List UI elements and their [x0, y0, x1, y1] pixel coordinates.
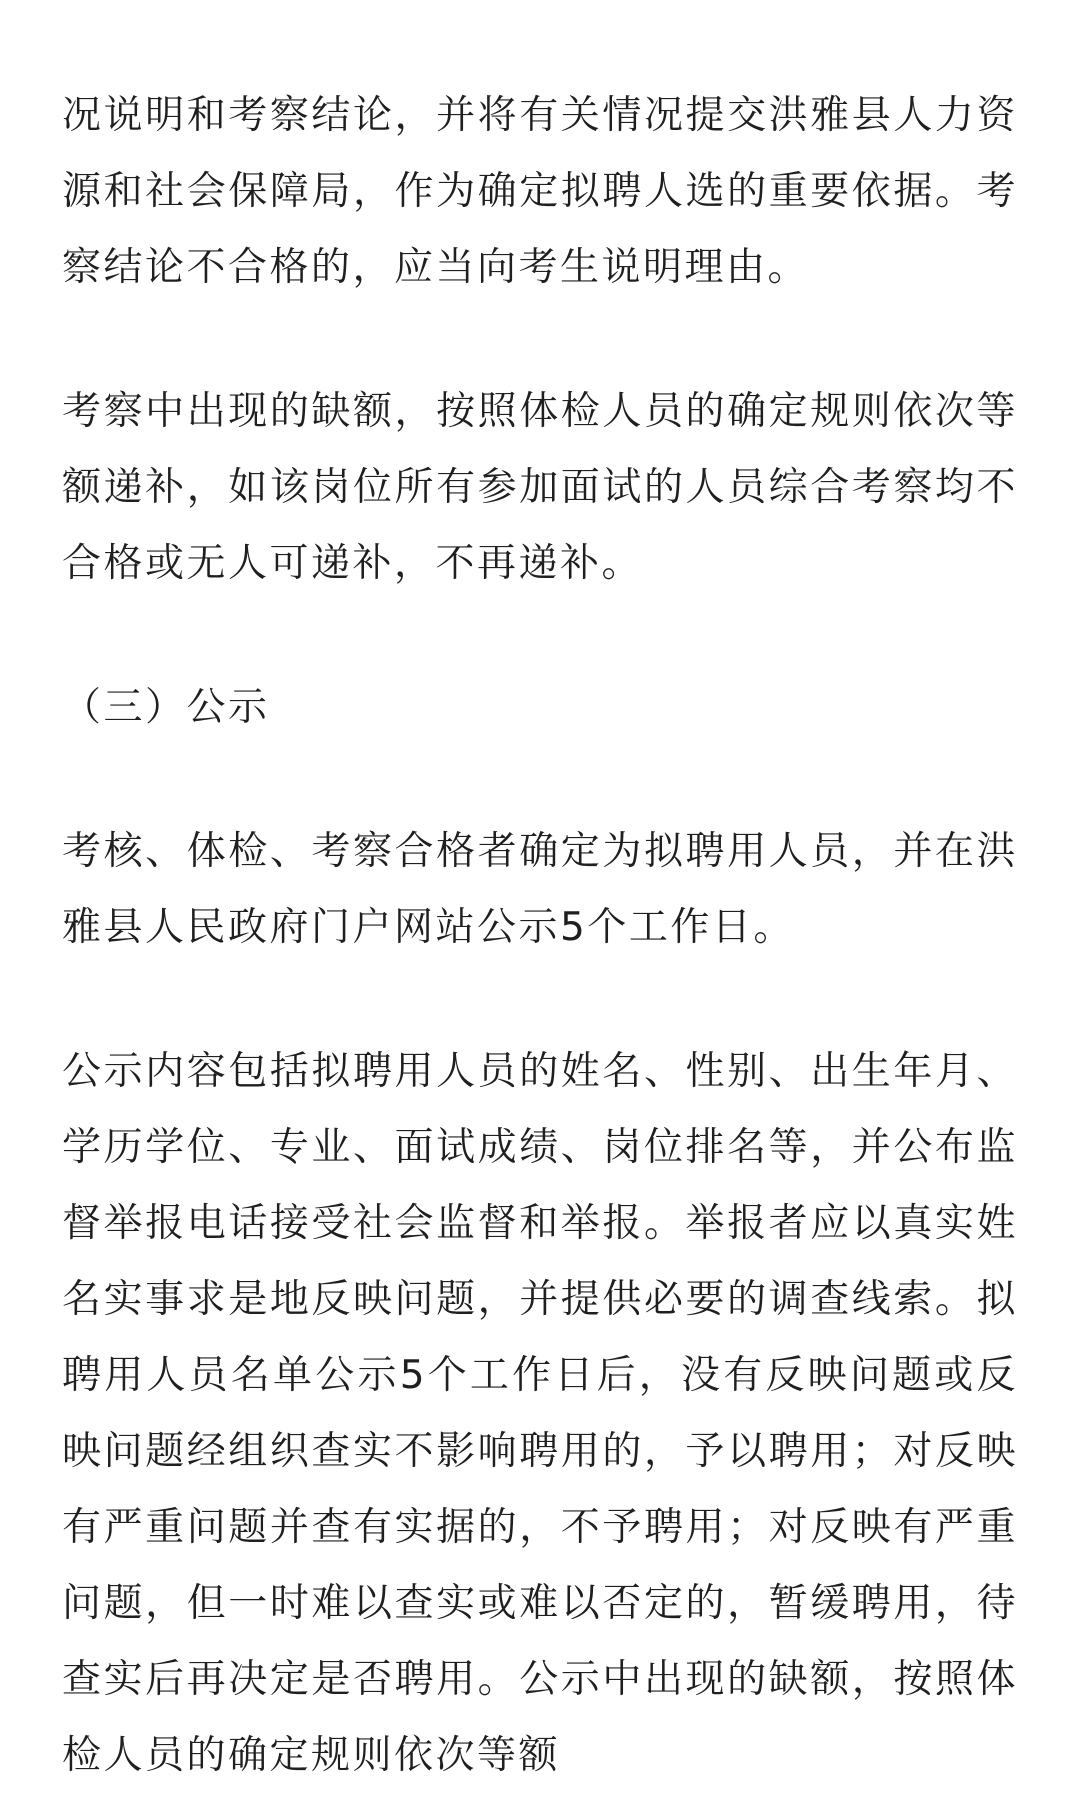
paragraph-publicity-content: 公示内容包括拟聘用人员的姓名、性别、出生年月、学历学位、专业、面试成绩、岗位排名等，并公布监督举报电话接受社会监督和举报。举报者应以真实姓名实事求是地反映问题，并提供必要的调查线索。拟聘用人员名单公示5个工作日后，没有反映问题或反映问题经组织查实不影响聘用的，予以聘用；对反映有严重问题并查有实据的，不予聘用；对反映有严重问题，但一时难以查实或难以否定的，暂缓聘用，待查实后再决定是否聘用。公示中出现的缺额，按照体检人员的确定规则依次等额: [62, 1049, 1018, 1778]
paragraph-publicity-announcement: 考核、体检、考察合格者确定为拟聘用人员，并在洪雅县人民政府门户网站公示5个工作日。: [62, 829, 1018, 950]
section-heading-publicity: （三）公示: [62, 685, 270, 730]
paragraph-inspection-vacancy: 考察中出现的缺额，按照体检人员的确定规则依次等额递补，如该岗位所有参加面试的人员综合考察均不合格或无人可递补，不再递补。: [62, 389, 1018, 586]
paragraph-inspection-conclusion: 况说明和考察结论，并将有关情况提交洪雅县人力资源和社会保障局，作为确定拟聘人选的重要依据。考察结论不合格的，应当向考生说明理由。: [62, 93, 1018, 290]
